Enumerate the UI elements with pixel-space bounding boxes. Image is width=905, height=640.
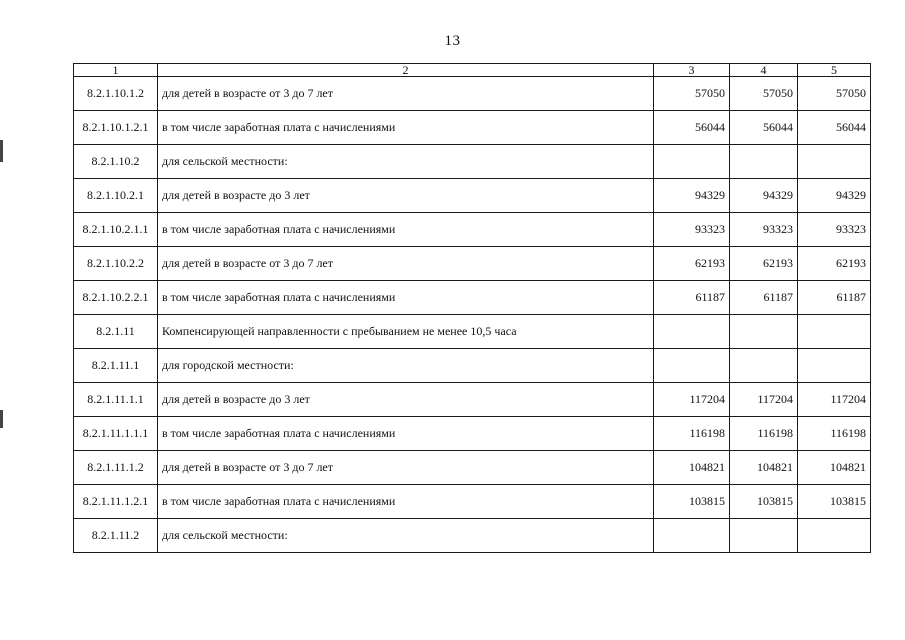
table-row bbox=[74, 111, 871, 145]
row-value-col4: 93323 bbox=[730, 213, 798, 247]
row-value-col5: 116198 bbox=[798, 417, 871, 451]
table-row bbox=[74, 315, 871, 349]
row-value-col5: 94329 bbox=[798, 179, 871, 213]
row-name-cell: для городской местности: bbox=[158, 349, 654, 383]
table-row bbox=[74, 213, 871, 247]
row-value-col4 bbox=[730, 145, 798, 179]
row-code-cell: 8.2.1.11.1 bbox=[74, 349, 158, 383]
row-value-col5: 61187 bbox=[798, 281, 871, 315]
row-code-cell: 8.2.1.11.2 bbox=[74, 519, 158, 553]
row-value-col3 bbox=[654, 349, 730, 383]
table-row bbox=[74, 281, 871, 315]
row-value-col5: 62193 bbox=[798, 247, 871, 281]
header-cell-5: 5 bbox=[798, 64, 871, 77]
row-value-col5 bbox=[798, 145, 871, 179]
header-cell-2: 2 bbox=[158, 64, 654, 77]
row-value-col4 bbox=[730, 315, 798, 349]
row-code-cell: 8.2.1.10.2.1.1 bbox=[74, 213, 158, 247]
row-name-cell: в том числе заработная плата с начислениями bbox=[158, 111, 654, 145]
row-name-cell: в том числе заработная плата с начислениями bbox=[158, 281, 654, 315]
data-table bbox=[73, 63, 871, 553]
table-row bbox=[74, 179, 871, 213]
row-name-cell: для детей в возрасте от 3 до 7 лет bbox=[158, 77, 654, 111]
page-number: 13 bbox=[444, 33, 461, 49]
row-value-col4: 57050 bbox=[730, 77, 798, 111]
row-code-cell: 8.2.1.10.2.2 bbox=[74, 247, 158, 281]
row-value-col4: 104821 bbox=[730, 451, 798, 485]
row-value-col5: 104821 bbox=[798, 451, 871, 485]
row-value-col3 bbox=[654, 519, 730, 553]
row-name-cell: в том числе заработная плата с начислениями bbox=[158, 485, 654, 519]
row-value-col3 bbox=[654, 315, 730, 349]
row-value-col5 bbox=[798, 315, 871, 349]
row-value-col4: 103815 bbox=[730, 485, 798, 519]
header-cell-4: 4 bbox=[730, 64, 798, 77]
row-value-col5: 117204 bbox=[798, 383, 871, 417]
row-value-col4: 116198 bbox=[730, 417, 798, 451]
row-code-cell: 8.2.1.10.1.2 bbox=[74, 77, 158, 111]
row-value-col5 bbox=[798, 349, 871, 383]
row-value-col4: 56044 bbox=[730, 111, 798, 145]
row-value-col5: 103815 bbox=[798, 485, 871, 519]
table-header-row bbox=[74, 64, 871, 77]
row-code-cell: 8.2.1.11.1.2.1 bbox=[74, 485, 158, 519]
header-cell-1: 1 bbox=[74, 64, 158, 77]
row-value-col3: 93323 bbox=[654, 213, 730, 247]
row-value-col3: 57050 bbox=[654, 77, 730, 111]
row-value-col3: 62193 bbox=[654, 247, 730, 281]
row-name-cell: в том числе заработная плата с начислениями bbox=[158, 417, 654, 451]
row-value-col4: 62193 bbox=[730, 247, 798, 281]
row-value-col3: 56044 bbox=[654, 111, 730, 145]
table-row bbox=[74, 519, 871, 553]
row-code-cell: 8.2.1.11.1.1 bbox=[74, 383, 158, 417]
row-value-col5 bbox=[798, 519, 871, 553]
row-value-col4: 117204 bbox=[730, 383, 798, 417]
row-name-cell: для детей в возрасте до 3 лет bbox=[158, 383, 654, 417]
scan-edge-mark bbox=[0, 410, 3, 428]
row-value-col4 bbox=[730, 349, 798, 383]
row-name-cell: для сельской местности: bbox=[158, 519, 654, 553]
row-value-col4: 94329 bbox=[730, 179, 798, 213]
row-code-cell: 8.2.1.10.2.1 bbox=[74, 179, 158, 213]
row-name-cell: для детей в возрасте от 3 до 7 лет bbox=[158, 451, 654, 485]
row-value-col4 bbox=[730, 519, 798, 553]
table-row bbox=[74, 383, 871, 417]
row-value-col3 bbox=[654, 145, 730, 179]
row-value-col3: 61187 bbox=[654, 281, 730, 315]
row-value-col5: 93323 bbox=[798, 213, 871, 247]
row-value-col4: 61187 bbox=[730, 281, 798, 315]
row-value-col3: 94329 bbox=[654, 179, 730, 213]
table-row bbox=[74, 77, 871, 111]
table-row bbox=[74, 145, 871, 179]
row-code-cell: 8.2.1.11.1.2 bbox=[74, 451, 158, 485]
row-code-cell: 8.2.1.11.1.1.1 bbox=[74, 417, 158, 451]
header-cell-3: 3 bbox=[654, 64, 730, 77]
table-row bbox=[74, 247, 871, 281]
row-code-cell: 8.2.1.11 bbox=[74, 315, 158, 349]
row-name-cell: для сельской местности: bbox=[158, 145, 654, 179]
row-code-cell: 8.2.1.10.1.2.1 bbox=[74, 111, 158, 145]
row-value-col3: 103815 bbox=[654, 485, 730, 519]
row-code-cell: 8.2.1.10.2.2.1 bbox=[74, 281, 158, 315]
row-code-cell: 8.2.1.10.2 bbox=[74, 145, 158, 179]
scan-edge-mark bbox=[0, 140, 3, 162]
row-value-col3: 117204 bbox=[654, 383, 730, 417]
table-row bbox=[74, 485, 871, 519]
row-name-cell: Компенсирующей направленности с пребыванием не менее 10,5 часа bbox=[158, 315, 654, 349]
row-value-col3: 116198 bbox=[654, 417, 730, 451]
table-row bbox=[74, 417, 871, 451]
row-name-cell: для детей в возрасте до 3 лет bbox=[158, 179, 654, 213]
row-value-col5: 57050 bbox=[798, 77, 871, 111]
row-value-col5: 56044 bbox=[798, 111, 871, 145]
row-name-cell: для детей в возрасте от 3 до 7 лет bbox=[158, 247, 654, 281]
row-value-col3: 104821 bbox=[654, 451, 730, 485]
table-row bbox=[74, 349, 871, 383]
table-row bbox=[74, 451, 871, 485]
row-name-cell: в том числе заработная плата с начислениями bbox=[158, 213, 654, 247]
